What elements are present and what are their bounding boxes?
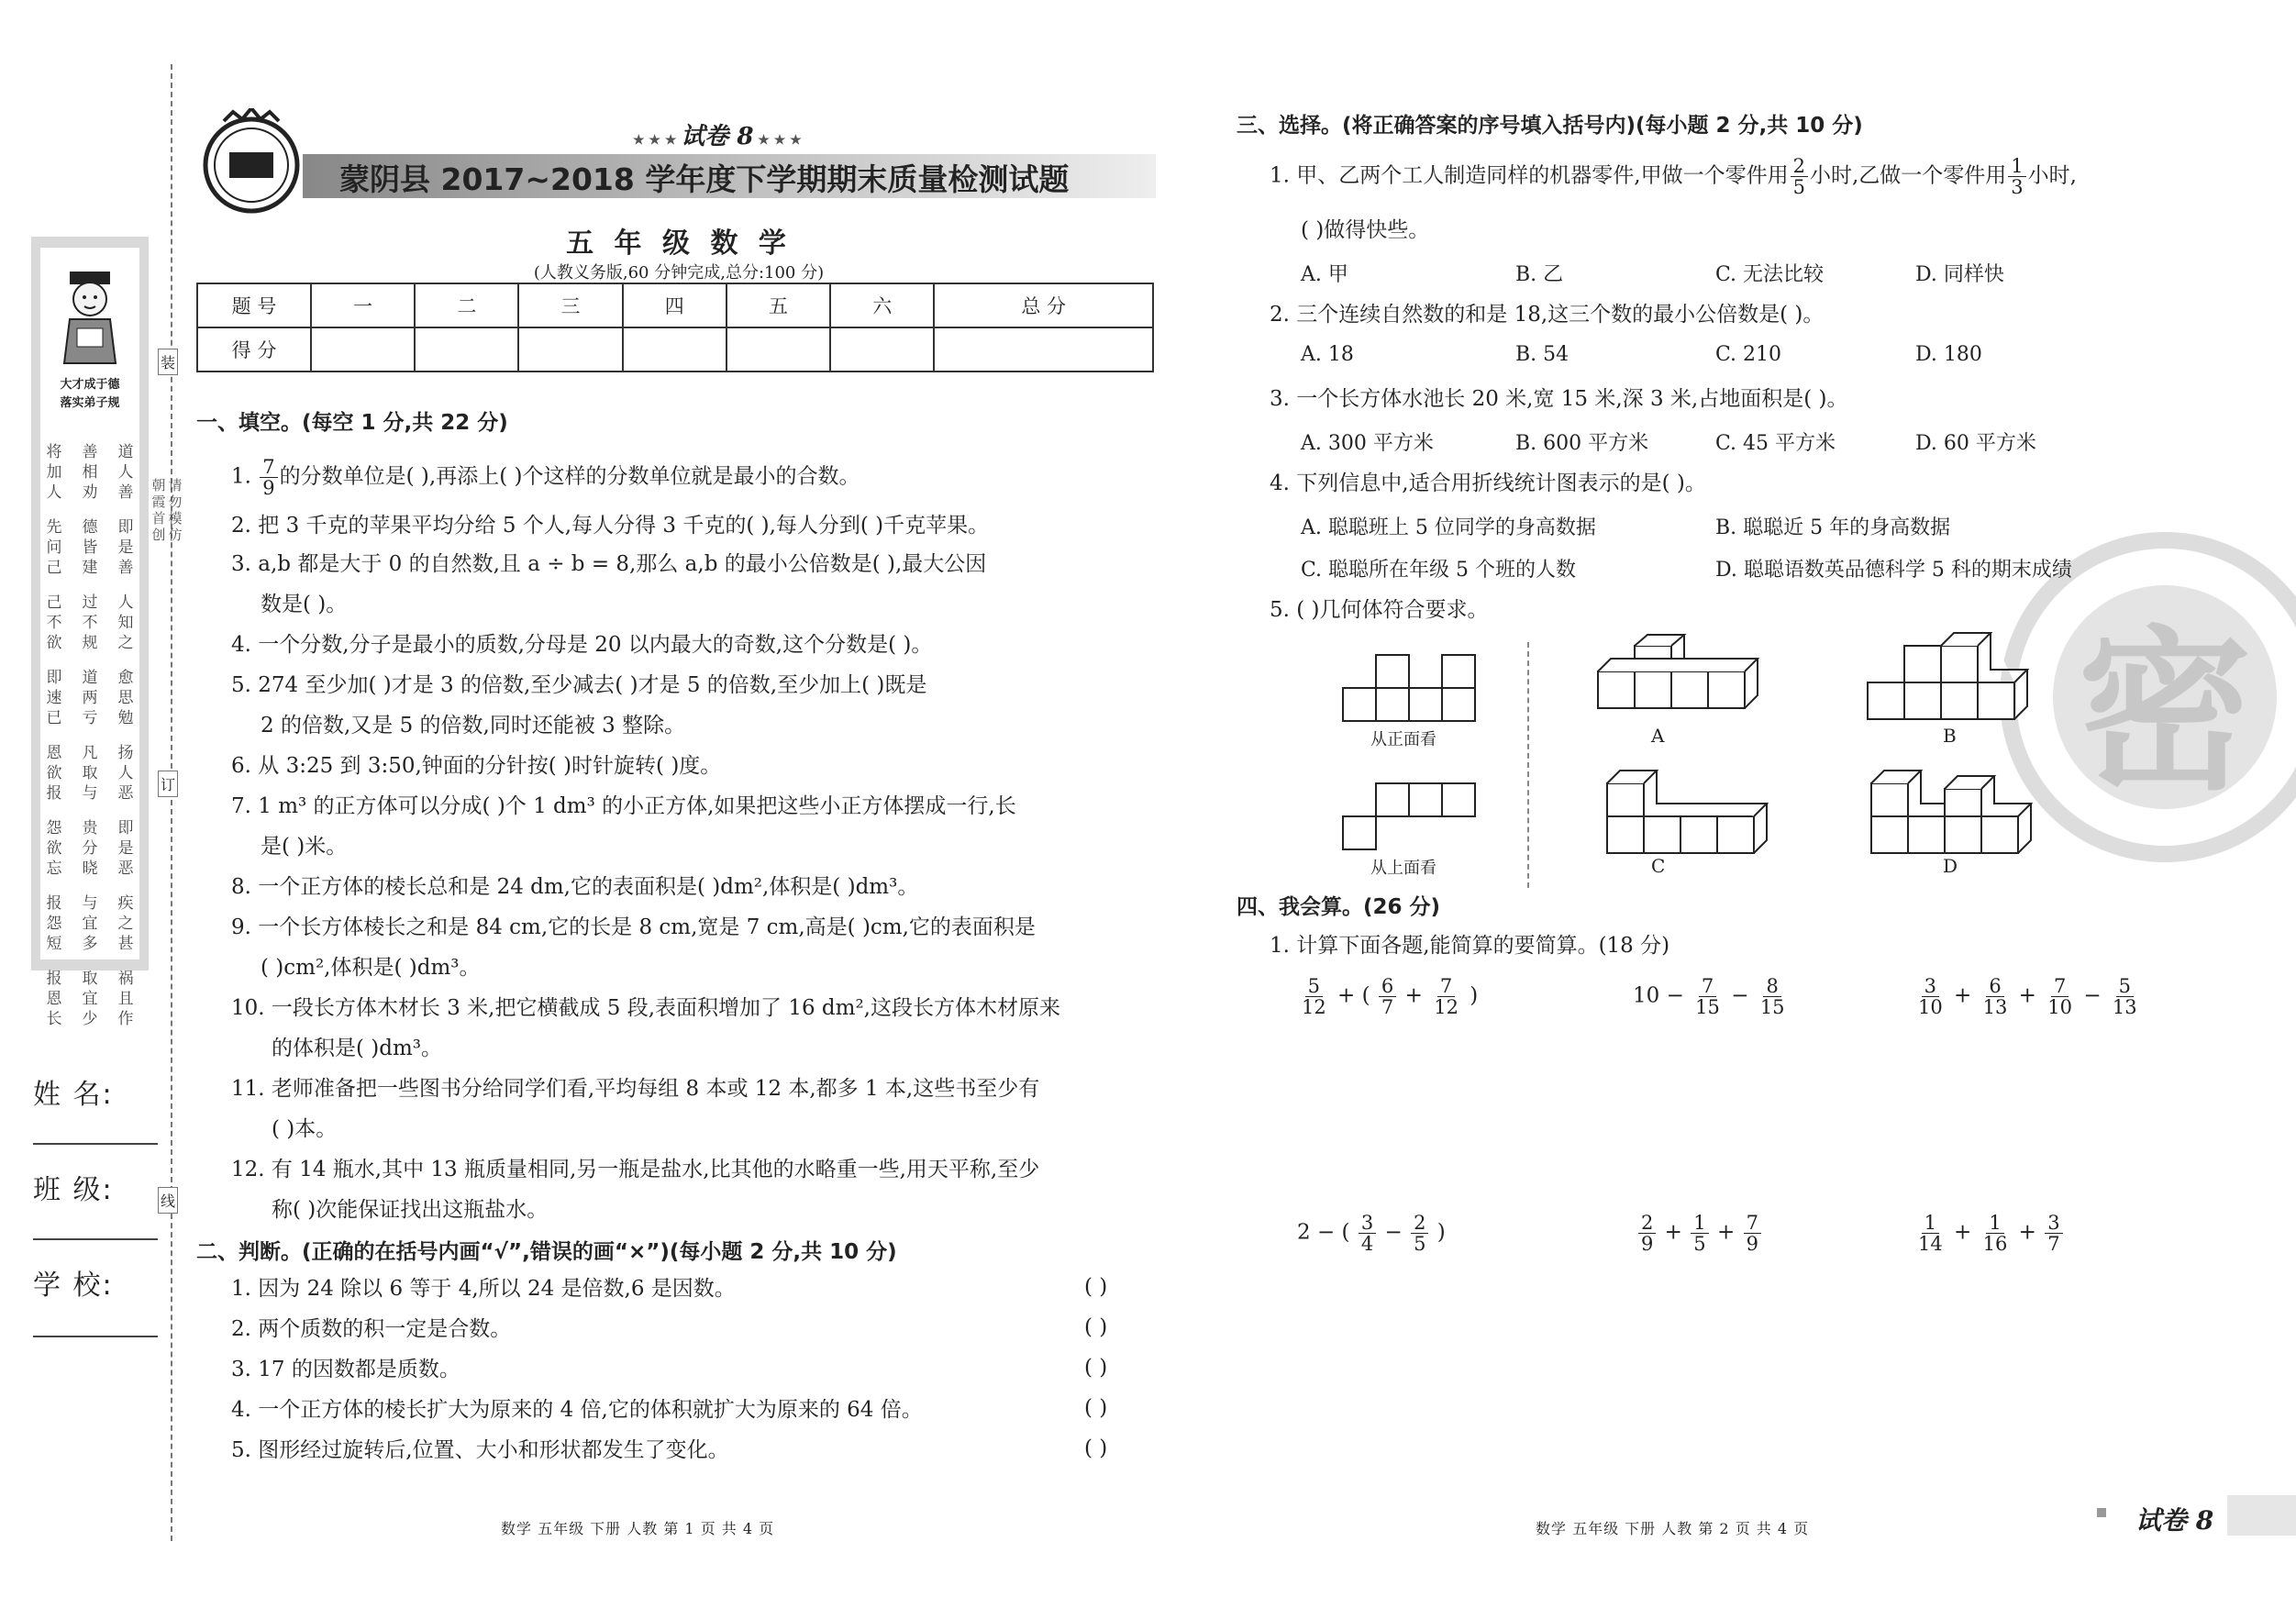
option-a-cubes <box>1596 631 1761 723</box>
motto-char: 报 <box>46 894 62 913</box>
numerator: 1 <box>2008 156 2025 177</box>
choice-q4-opt-c[interactable]: C. 聪聪所在年级 5 个班的人数 <box>1301 559 1577 582</box>
score-input[interactable] <box>934 327 1153 372</box>
fill-q10-cont: 的体积是( )dm³。 <box>272 1037 443 1060</box>
q-text: 1. 甲、乙两个工人制造同样的机器零件,甲做一个零件用 <box>1270 163 1789 188</box>
score-input[interactable] <box>830 327 934 372</box>
fill-q9-cont: ( )cm²,体积是( )dm³。 <box>261 956 481 980</box>
calc-expr-4: 2 − ( $\frac{3}{4}$ − $\frac{2}{5}$ ) <box>1297 1212 1446 1255</box>
calc-expr-1: $\frac{5}{12}$ + ( $\frac{6}{7}$ + $\frac{7}{12}$ ) <box>1302 975 1479 1018</box>
motto-char: 恩 <box>46 744 62 762</box>
fill-q1 <box>231 457 860 498</box>
fill-q9: 9. 一个长方体棱长之和是 84 cm,它的长是 8 cm,宽是 7 cm,高是( )cm,它的表面积是 <box>231 915 1036 939</box>
judge-bracket-2[interactable]: ( ) <box>1084 1315 1108 1339</box>
q-text: 的分数单位是( ),再添上( )个这样的分数单位就是最小的合数。 <box>279 464 860 489</box>
top-view-label: 从上面看 <box>1370 859 1436 878</box>
watermark-glyph: 密 <box>2053 585 2277 809</box>
section3-title: 三、选择。(将正确答案的序号填入括号内)(每小题 2 分,共 10 分) <box>1237 114 1863 138</box>
motto-char: 善 <box>117 483 134 502</box>
choice-q1 <box>1270 156 2077 197</box>
motto-char: 已 <box>46 709 62 727</box>
motto-char: 己 <box>46 559 62 577</box>
q-text: 小时, <box>2027 163 2077 188</box>
motto-char: 问 <box>46 538 62 557</box>
motto-char: 与 <box>82 894 98 913</box>
calc-expr-2: 10 − $\frac{7}{15}$ − $\frac{8}{15}$ <box>1633 975 1785 1018</box>
judge-q5: 5. 图形经过旋转后,位置、大小和形状都发生了变化。 <box>231 1438 729 1462</box>
denominator: 3 <box>2011 176 2024 198</box>
fill-q3: 3. a,b 都是大于 0 的自然数,且 a ÷ b = 8,那么 a,b 的最小公倍数是( ),最大公因 <box>231 552 987 576</box>
fill-q12: 12. 有 14 瓶水,其中 13 瓶质量相同,另一瓶是盐水,比其他的水略重一些,用天平称,至少 <box>231 1158 1040 1181</box>
front-view-label: 从正面看 <box>1370 730 1436 749</box>
motto-char: 人 <box>46 483 62 502</box>
fill-q5-cont: 2 的倍数,又是 5 的倍数,同时还能被 3 整除。 <box>261 714 686 738</box>
motto-column <box>44 893 64 969</box>
motto-char: 人 <box>117 593 134 612</box>
motto-column <box>116 668 136 743</box>
calc-expr-5: $\frac{2}{9}$ + $\frac{1}{5}$ + $\frac{7}{9}$ <box>1636 1213 1763 1254</box>
choice-q2: 2. 三个连续自然数的和是 18,这三个数的最小公倍数是( )。 <box>1270 303 1825 327</box>
q-text: 小时,乙做一个零件用 <box>1809 163 2007 188</box>
choice-q2-opt-c[interactable]: C. 210 <box>1715 343 1782 366</box>
motto-char: 疾 <box>117 894 134 913</box>
motto-row <box>44 893 136 969</box>
choice-q1-opt-a[interactable]: A. 甲 <box>1301 263 1348 286</box>
score-table <box>196 283 1154 372</box>
motto-char: 劝 <box>82 483 98 502</box>
motto-column <box>44 743 64 818</box>
score-cell: 二 <box>415 283 518 327</box>
fraction <box>2008 156 2025 197</box>
motto-char: 人 <box>117 463 134 482</box>
numerator: 2 <box>1791 156 1808 177</box>
motto-char: 报 <box>46 970 62 988</box>
choice-q1-opt-d[interactable]: D. 同样快 <box>1915 263 2004 286</box>
score-input[interactable] <box>311 327 415 372</box>
option-d-cubes <box>1868 761 2042 862</box>
motto-char: 晓 <box>82 859 98 878</box>
motto-column <box>80 442 100 517</box>
calc-instructions: 1. 计算下面各题,能简算的要简算。(18 分) <box>1270 934 1670 958</box>
motto-column <box>80 517 100 593</box>
name-label: 姓 名: <box>33 1079 114 1111</box>
motto-char: 愈 <box>117 669 134 687</box>
motto-char: 不 <box>82 614 98 632</box>
choice-q5: 5. ( )几何体符合要求。 <box>1270 598 1489 622</box>
choice-q2-opt-d[interactable]: D. 180 <box>1915 343 1982 366</box>
motto-row <box>44 969 136 1044</box>
fill-q4: 4. 一个分数,分子是最小的质数,分母是 20 以内最大的奇数,这个分数是( )。 <box>231 633 933 657</box>
judge-bracket-3[interactable]: ( ) <box>1084 1356 1108 1380</box>
motto-char: 之 <box>117 634 134 652</box>
motto-char: 道 <box>82 669 98 687</box>
motto-column <box>116 893 136 969</box>
series-text: 试卷 8 <box>681 123 754 150</box>
motto-char: 与 <box>82 784 98 803</box>
fill-q3-cont: 数是( )。 <box>261 593 348 616</box>
choice-q2-opt-b[interactable]: B. 54 <box>1515 343 1569 366</box>
motto-char: 且 <box>117 990 134 1008</box>
motto-row <box>44 743 136 818</box>
motto-line-1: 大才成于德 <box>60 378 120 392</box>
judge-q3: 3. 17 的因数都是质数。 <box>231 1358 460 1381</box>
motto-char: 少 <box>82 1010 98 1028</box>
motto-char: 思 <box>117 689 134 707</box>
judge-q2: 2. 两个质数的积一定是合数。 <box>231 1317 512 1341</box>
class-label: 班 级: <box>33 1174 114 1206</box>
exam-title: 蒙阴县 2017~2018 学年度下学期期末质量检测试题 <box>339 161 1070 197</box>
motto-char: 报 <box>46 784 62 803</box>
school-label: 学 校: <box>33 1270 114 1302</box>
brand-seal-icon <box>196 108 306 218</box>
score-cell: 总 分 <box>934 283 1153 327</box>
name-blank[interactable] <box>33 1143 158 1145</box>
motto-char: 知 <box>117 614 134 632</box>
motto-char: 即 <box>46 669 62 687</box>
motto-char: 建 <box>82 559 98 577</box>
section1-title: 一、填空。(每空 1 分,共 22 分) <box>196 411 508 435</box>
option-c-cubes <box>1603 761 1769 862</box>
score-header-row <box>197 283 1153 327</box>
fill-q11-cont: ( )本。 <box>272 1117 338 1141</box>
choice-q4: 4. 下列信息中,适合用折线统计图表示的是( )。 <box>1270 471 1706 495</box>
motto-char: 相 <box>82 463 98 482</box>
fraction <box>260 457 277 498</box>
score-input[interactable] <box>727 327 830 372</box>
motto-char: 欲 <box>46 634 62 652</box>
corner-series-tag: 试卷 8 <box>2135 1505 2214 1536</box>
motto-char: 规 <box>82 634 98 652</box>
choice-q4-opt-a[interactable]: A. 聪聪班上 5 位同学的身高数据 <box>1301 516 1596 539</box>
motto-column <box>116 442 136 517</box>
motto-char: 将 <box>46 443 62 461</box>
vertical-note-2: 请勿模仿 <box>168 477 183 543</box>
vertical-note-1: 朝霞首创 <box>151 477 166 543</box>
motto-column <box>116 743 136 818</box>
motto-columns <box>44 442 136 1044</box>
option-b-cubes <box>1862 624 2046 725</box>
motto-char: 多 <box>82 935 98 953</box>
judge-q1: 1. 因为 24 除以 6 等于 4,所以 24 是倍数,6 是因数。 <box>231 1277 736 1301</box>
motto-column <box>80 893 100 969</box>
motto-char: 宜 <box>82 915 98 933</box>
vertical-note <box>150 477 193 543</box>
choice-q1-opt-b[interactable]: B. 乙 <box>1515 263 1564 286</box>
motto-char: 短 <box>46 935 62 953</box>
margin-mark-xian: 线 <box>158 1187 178 1214</box>
choice-q3-opt-d[interactable]: D. 60 平方米 <box>1915 432 2036 455</box>
fill-q6: 6. 从 3:25 到 3:50,钟面的分针按( )时针旋转( )度。 <box>231 754 722 778</box>
motto-column <box>80 743 100 818</box>
denominator: 5 <box>1792 176 1805 198</box>
motto-char: 两 <box>82 689 98 707</box>
motto-row <box>44 593 136 668</box>
motto-char: 作 <box>117 1010 134 1028</box>
school-blank[interactable] <box>33 1336 158 1337</box>
motto-char: 长 <box>46 1010 62 1028</box>
motto-char: 宜 <box>82 990 98 1008</box>
score-cell: 六 <box>830 283 934 327</box>
q-number: 1. <box>231 464 251 489</box>
motto-char: 凡 <box>82 744 98 762</box>
front-view-figure <box>1341 651 1488 725</box>
score-cell: 一 <box>311 283 415 327</box>
option-d-label: D <box>1943 855 1958 877</box>
fill-q7: 7. 1 m³ 的正方体可以分成( )个 1 dm³ 的小正方体,如果把这些小正方体摆成一行,长 <box>231 794 1016 818</box>
motto-char: 忘 <box>46 859 62 878</box>
motto-char: 善 <box>117 559 134 577</box>
footer-deco <box>2097 1508 2106 1517</box>
motto-char: 先 <box>46 518 62 537</box>
corner-tab <box>2227 1495 2296 1536</box>
motto-line-2: 落实弟子规 <box>60 396 120 410</box>
motto-char: 勉 <box>117 709 134 727</box>
fill-q12-cont: 称( )次能保证找出这瓶盐水。 <box>272 1198 549 1222</box>
margin-mark-ding: 订 <box>158 771 178 797</box>
motto-char: 恶 <box>117 859 134 878</box>
choice-q4-opt-b[interactable]: B. 聪聪近 5 年的身高数据 <box>1715 516 1951 539</box>
motto-char: 欲 <box>46 764 62 782</box>
judge-bracket-1[interactable]: ( ) <box>1084 1275 1108 1299</box>
motto-char: 欲 <box>46 839 62 858</box>
margin-mark-zhuang: 装 <box>158 349 178 375</box>
top-view-figure <box>1341 780 1488 853</box>
option-a-label: A <box>1651 725 1665 747</box>
fill-q8: 8. 一个正方体的棱长总和是 24 dm,它的表面积是( )dm²,体积是( )dm³。 <box>231 875 919 899</box>
motto-column <box>80 593 100 668</box>
choice-q3-opt-c[interactable]: C. 45 平方米 <box>1715 432 1836 455</box>
motto-char: 亏 <box>82 709 98 727</box>
choice-q2-opt-a[interactable]: A. 18 <box>1301 343 1354 366</box>
motto-row <box>44 442 136 517</box>
motto-column <box>44 668 64 743</box>
choice-q4-opt-d[interactable]: D. 聪聪语数英品德科学 5 科的期末成绩 <box>1715 559 2072 582</box>
motto-char: 是 <box>117 538 134 557</box>
motto-char: 之 <box>117 915 134 933</box>
motto-column <box>80 969 100 1044</box>
score-input[interactable] <box>518 327 622 372</box>
motto-column <box>44 517 64 593</box>
fill-q2: 2. 把 3 千克的苹果平均分给 5 个人,每人分得 3 千克的( ),每人分到( )千克苹果。 <box>231 514 990 538</box>
motto-char: 贵 <box>82 819 98 837</box>
motto-column <box>116 517 136 593</box>
motto-char: 即 <box>117 819 134 837</box>
motto-char: 怨 <box>46 819 62 837</box>
motto-char: 取 <box>82 764 98 782</box>
fill-q10: 10. 一段长方体木材长 3 米,把它横截成 5 段,表面积增加了 16 dm²,这段长方体木材原来 <box>231 996 1060 1020</box>
choice-q3-opt-a[interactable]: A. 300 平方米 <box>1301 432 1434 455</box>
motto-panel <box>31 237 149 1028</box>
motto-char: 祸 <box>117 970 134 988</box>
motto-char: 怨 <box>46 915 62 933</box>
motto-char: 皆 <box>82 538 98 557</box>
motto-column <box>80 818 100 893</box>
motto-column <box>116 969 136 1044</box>
motto-char: 恶 <box>117 784 134 803</box>
motto-column <box>116 818 136 893</box>
motto-char: 速 <box>46 689 62 707</box>
motto-char: 过 <box>82 593 98 612</box>
choice-q1-opt-c[interactable]: C. 无法比较 <box>1715 263 1825 286</box>
section4-title: 四、我会算。(26 分) <box>1237 895 1441 919</box>
score-cell: 题 号 <box>197 283 311 327</box>
fill-q5: 5. 274 至少加( )才是 3 的倍数,至少减去( )才是 5 的倍数,至少加上( )既是 <box>231 673 927 697</box>
judge-bracket-5[interactable]: ( ) <box>1084 1436 1108 1460</box>
choice-q3-opt-b[interactable]: B. 600 平方米 <box>1515 432 1649 455</box>
motto-column <box>44 818 64 893</box>
motto-char: 扬 <box>117 744 134 762</box>
choice-q3: 3. 一个长方体水池长 20 米,宽 15 米,深 3 米,占地面积是( )。 <box>1270 387 1848 411</box>
motto-row <box>44 818 136 893</box>
figure-divider <box>1527 642 1529 888</box>
motto-row <box>44 668 136 743</box>
footer-right: 数学 五年级 下册 人教 第 2 页 共 4 页 <box>1536 1520 1810 1537</box>
motto-row <box>44 517 136 593</box>
score-input[interactable] <box>415 327 518 372</box>
judge-q4: 4. 一个正方体的棱长扩大为原来的 4 倍,它的体积就扩大为原来的 64 倍。 <box>231 1398 923 1422</box>
score-cell: 得 分 <box>197 327 311 372</box>
exam-info: (人教义务版,60 分钟完成,总分:100 分) <box>533 263 825 283</box>
motto-char: 道 <box>117 443 134 461</box>
score-input[interactable] <box>623 327 727 372</box>
fill-q7-cont: 是( )米。 <box>261 835 348 859</box>
option-c-label: C <box>1651 855 1666 877</box>
numerator: 7 <box>260 457 277 478</box>
motto-char: 甚 <box>117 935 134 953</box>
motto-column <box>80 668 100 743</box>
series-label: ★ ★ ★ 试卷 8 ★ ★ ★ <box>633 123 802 150</box>
motto-char: 己 <box>46 593 62 612</box>
motto-column <box>44 969 64 1044</box>
footer-left: 数学 五年级 下册 人教 第 1 页 共 4 页 <box>501 1520 775 1537</box>
choice-q1-cont: ( )做得快些。 <box>1301 218 1430 242</box>
motto-column <box>116 593 136 668</box>
score-cell: 四 <box>623 283 727 327</box>
score-value-row <box>197 327 1153 372</box>
motto-char: 分 <box>82 839 98 858</box>
motto-column <box>44 442 64 517</box>
calc-expr-3: $\frac{3}{10}$ + $\frac{6}{13}$ + $\frac{7}{10}$ − $\frac{5}{13}$ <box>1918 975 2137 1018</box>
score-cell: 五 <box>727 283 830 327</box>
section2-title: 二、判断。(正确的在括号内画“√”,错误的画“×”)(每小题 2 分,共 10 分) <box>196 1240 897 1264</box>
motto-column <box>44 593 64 668</box>
score-cell: 三 <box>518 283 622 327</box>
denominator: 9 <box>262 477 275 499</box>
motto-char: 取 <box>82 970 98 988</box>
judge-bracket-4[interactable]: ( ) <box>1084 1396 1108 1420</box>
fill-q11: 11. 老师准备把一些图书分给同学们看,平均每组 8 本或 12 本,都多 1 本,这些书至少有 <box>231 1077 1040 1101</box>
option-b-label: B <box>1943 725 1957 747</box>
motto-char: 恩 <box>46 990 62 1008</box>
motto-char: 即 <box>117 518 134 537</box>
motto-char: 加 <box>46 463 62 482</box>
motto-char: 是 <box>117 839 134 858</box>
motto-char: 人 <box>117 764 134 782</box>
motto-char: 不 <box>46 614 62 632</box>
motto-char: 善 <box>82 443 98 461</box>
binding-line <box>171 64 172 1541</box>
calc-expr-6: $\frac{1}{14}$ + $\frac{1}{16}$ + $\frac{3}{7}$ <box>1913 1213 2065 1254</box>
class-blank[interactable] <box>33 1238 158 1240</box>
motto-char: 德 <box>82 518 98 537</box>
fraction <box>1791 156 1808 197</box>
subject-title: 五 年 级 数 学 <box>566 227 792 260</box>
